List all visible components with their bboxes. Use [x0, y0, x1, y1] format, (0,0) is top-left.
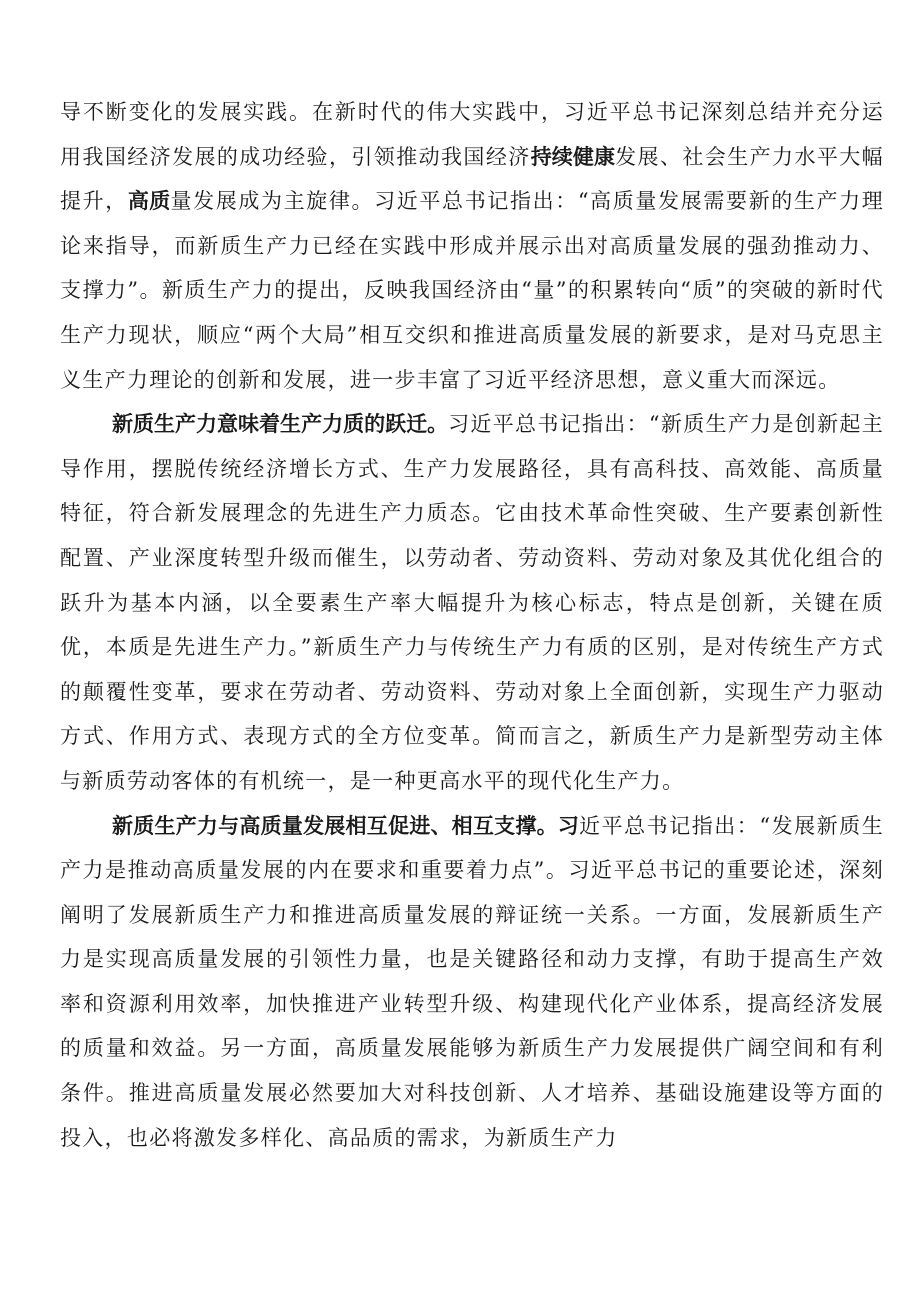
paragraph-3-heading: 新质生产力与高质量发展相互促进、相互支撑。习 — [112, 813, 580, 838]
paragraph-1-text-a: 导不断变化的发展实践。在新时代的伟大实践中，习近平总书记深刻总结并充分运用我国经济发展的成功经验，引领推动我国经济 — [60, 100, 884, 169]
paragraph-1 — [60, 90, 884, 402]
paragraph-1-bold-a: 持续健康 — [530, 144, 616, 169]
paragraph-1-text-c: 量发展成为主旋律。习近平总书记指出：“高质量发展需要新的生产力理论来指导，而新质生产力已经在实践中形成并展示出对高质量发展的强劲推动力、支撑力”。新质生产力的提出，反映我国经济由“量”的积累转向“质”的突破的新时代生产力现状，顺应“两个大局”相互交织和推进高质量发展的新要求，是对马克思主义生产力理论的创新和发展，进一步丰富了习近平经济思想，意义重大而深远。 — [60, 189, 884, 392]
paragraph-1-bold-b: 高质 — [127, 189, 171, 214]
paragraph-2-text: 习近平总书记指出：“新质生产力是创新起主导作用，摆脱传统经济增长方式、生产力发展路径，具有高科技、高效能、高质量特征，符合新发展理念的先进生产力质态。它由技术革命性突破、生产要素创新性配置、产业深度转型升级而催生，以劳动者、劳动资料、劳动对象及其优化组合的跃升为基本内涵，以全要素生产率大幅提升为核心标志，特点是创新，关键在质优，本质是先进生产力。”新质生产力与传统生产力有质的区别，是对传统生产方式的颠覆性变革，要求在劳动者、劳动资料、劳动对象上全面创新，实现生产力驱动方式、作用方式、表现方式的全方位变革。简而言之，新质生产力是新型劳动主体与新质劳动客体的有机统一，是一种更高水平的现代化生产力。 — [60, 412, 885, 793]
paragraph-2-heading: 新质生产力意味着生产力质的跃迁。 — [112, 412, 449, 437]
paragraph-2 — [60, 402, 884, 803]
paragraph-3-text: 近平总书记指出：“发展新质生产力是推动高质量发展的内在要求和重要着力点”。习近平总书记的重要论述，深刻阐明了发展新质生产力和推进高质量发展的辩证统一关系。一方面，发展新质生产力是实现高质量发展的引领性力量，也是关键路径和动力支撑，有助于提高生产效率和资源利用效率，加快推进产业转型升级、构建现代化产业体系，提高经济发展的质量和效益。另一方面，高质量发展能够为新质生产力发展提供广阔空间和有利条件。推进高质量发展必然要加大对科技创新、人才培养、基础设施建设等方面的投入，也必将激发多样化、高品质的需求，为新质生产力 — [60, 813, 885, 1150]
paragraph-1-text-b: 发展、社会生产力水平大幅提升， — [60, 144, 884, 214]
document-page — [60, 90, 884, 1160]
paragraph-3 — [60, 804, 884, 1161]
